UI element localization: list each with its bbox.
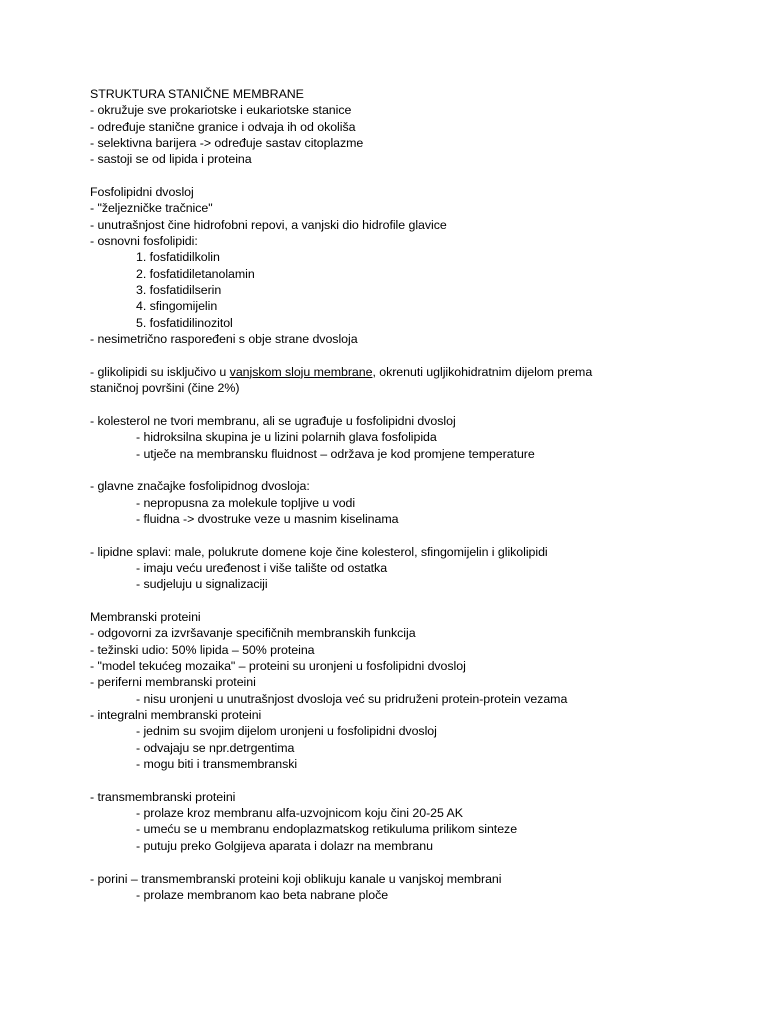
intro-line: - selektivna barijera -> određuje sastav citoplazme	[90, 136, 364, 151]
spacer	[90, 772, 730, 788]
spacer	[90, 348, 730, 364]
proteini-line: - odgovorni za izvršavanje specifičnih membranskih funkcija	[90, 626, 416, 641]
splavi-subline: - imaju veću uređenost i više talište od ostatka	[136, 560, 388, 575]
kolesterol-subline: - utječe na membransku fluidnost – održava je kod promjene temperature	[136, 446, 535, 461]
spacer	[90, 854, 730, 870]
glikolipidi-continuation: staničnoj površini (čine 2%)	[90, 381, 240, 396]
fosfolipid-list-item: 1. fosfatidilkolin	[136, 250, 220, 265]
glikolipidi-line	[90, 364, 730, 380]
znacajke-subline: - fluidna -> dvostruke veze u masnim kiselinama	[136, 511, 399, 526]
fosfo-line: - "željezničke tračnice"	[90, 201, 213, 216]
proteini-line: - težinski udio: 50% lipida – 50% proteina	[90, 642, 315, 657]
proteini-line: - periferni membranski proteini	[90, 675, 256, 690]
section-heading-proteini: Membranski proteini	[90, 610, 201, 624]
fosfolipid-list-item: 3. fosfatidilserin	[136, 283, 222, 298]
fosfo-line: - unutrašnjost čine hidrofobni repovi, a vanjski dio hidrofile glavice	[90, 217, 447, 232]
fosfo-line: - nesimetrično raspoređeni s obje strane dvosloja	[90, 332, 358, 347]
proteini-subline: - mogu biti i transmembranski	[136, 757, 298, 772]
spacer	[90, 527, 730, 543]
splavi-line: - lipidne splavi: male, polukrute domene koje čine kolesterol, sfingomijelin i glikolipidi	[90, 544, 548, 559]
splavi-subline: - sudjeluju u signalizaciji	[136, 577, 268, 592]
glikolipidi-text: , okrenuti ugljikohidratnim dijelom prema	[372, 364, 593, 379]
znacajke-line: - glavne značajke fosfolipidnog dvosloja:	[90, 479, 310, 494]
kolesterol-subline: - hidroksilna skupina je u lizini polarnih glava fosfolipida	[136, 430, 437, 445]
glikolipidi-underlined-text: vanjskom sloju membrane	[229, 364, 373, 379]
intro-line: - određuje stanične granice i odvaja ih od okoliša	[90, 119, 356, 134]
section-heading-fosfolipidi: Fosfolipidni dvosloj	[90, 185, 194, 200]
transmembranski-line: - transmembranski proteini	[90, 789, 236, 804]
porini-line: - porini – transmembranski proteini koji oblikuju kanale u vanjskoj membrani	[90, 871, 502, 886]
fosfolipid-list-item: 2. fosfatidiletanolamin	[136, 266, 255, 281]
proteini-subline: - odvajaju se npr.detrgentima	[136, 740, 295, 755]
transmembranski-subline: - prolaze kroz membranu alfa-uzvojnicom koju čini 20-25 AK	[136, 806, 463, 821]
spacer	[90, 397, 730, 413]
fosfo-line: - osnovni fosfolipidi:	[90, 234, 198, 249]
fosfolipid-list-item: 5. fosfatidilinozitol	[136, 315, 233, 330]
porini-subline: - prolaze membranom kao beta nabrane ploče	[136, 887, 389, 902]
page-title: STRUKTURA STANIČNE MEMBRANE	[90, 87, 304, 101]
transmembranski-subline: - umeću se u membranu endoplazmatskog retikuluma prilikom sinteze	[136, 822, 518, 837]
proteini-subline: - jednim su svojim dijelom uronjeni u fosfolipidni dvosloj	[136, 724, 437, 739]
document-body	[90, 86, 730, 903]
proteini-line: - "model tekućeg mozaika" – proteini su uronjeni u fosfolipidni dvosloj	[90, 659, 466, 674]
intro-line: - okružuje sve prokariotske i eukariotske stanice	[90, 103, 352, 118]
intro-line: - sastoji se od lipida i proteina	[90, 152, 252, 167]
proteini-line: - integralni membranski proteini	[90, 708, 262, 723]
spacer	[90, 168, 730, 184]
spacer	[90, 462, 730, 478]
znacajke-subline: - nepropusna za molekule topljive u vodi	[136, 495, 356, 510]
fosfolipid-list-item: 4. sfingomijelin	[136, 299, 218, 314]
kolesterol-line: - kolesterol ne tvori membranu, ali se ugrađuje u fosfolipidni dvosloj	[90, 413, 456, 428]
spacer	[90, 593, 730, 609]
transmembranski-subline: - putuju preko Golgijeva aparata i dolazr na membranu	[136, 838, 433, 853]
glikolipidi-text: - glikolipidi su isključivo u	[90, 364, 230, 379]
proteini-subline: - nisu uronjeni u unutrašnjost dvosloja već su pridruženi protein-protein vezama	[136, 691, 568, 706]
